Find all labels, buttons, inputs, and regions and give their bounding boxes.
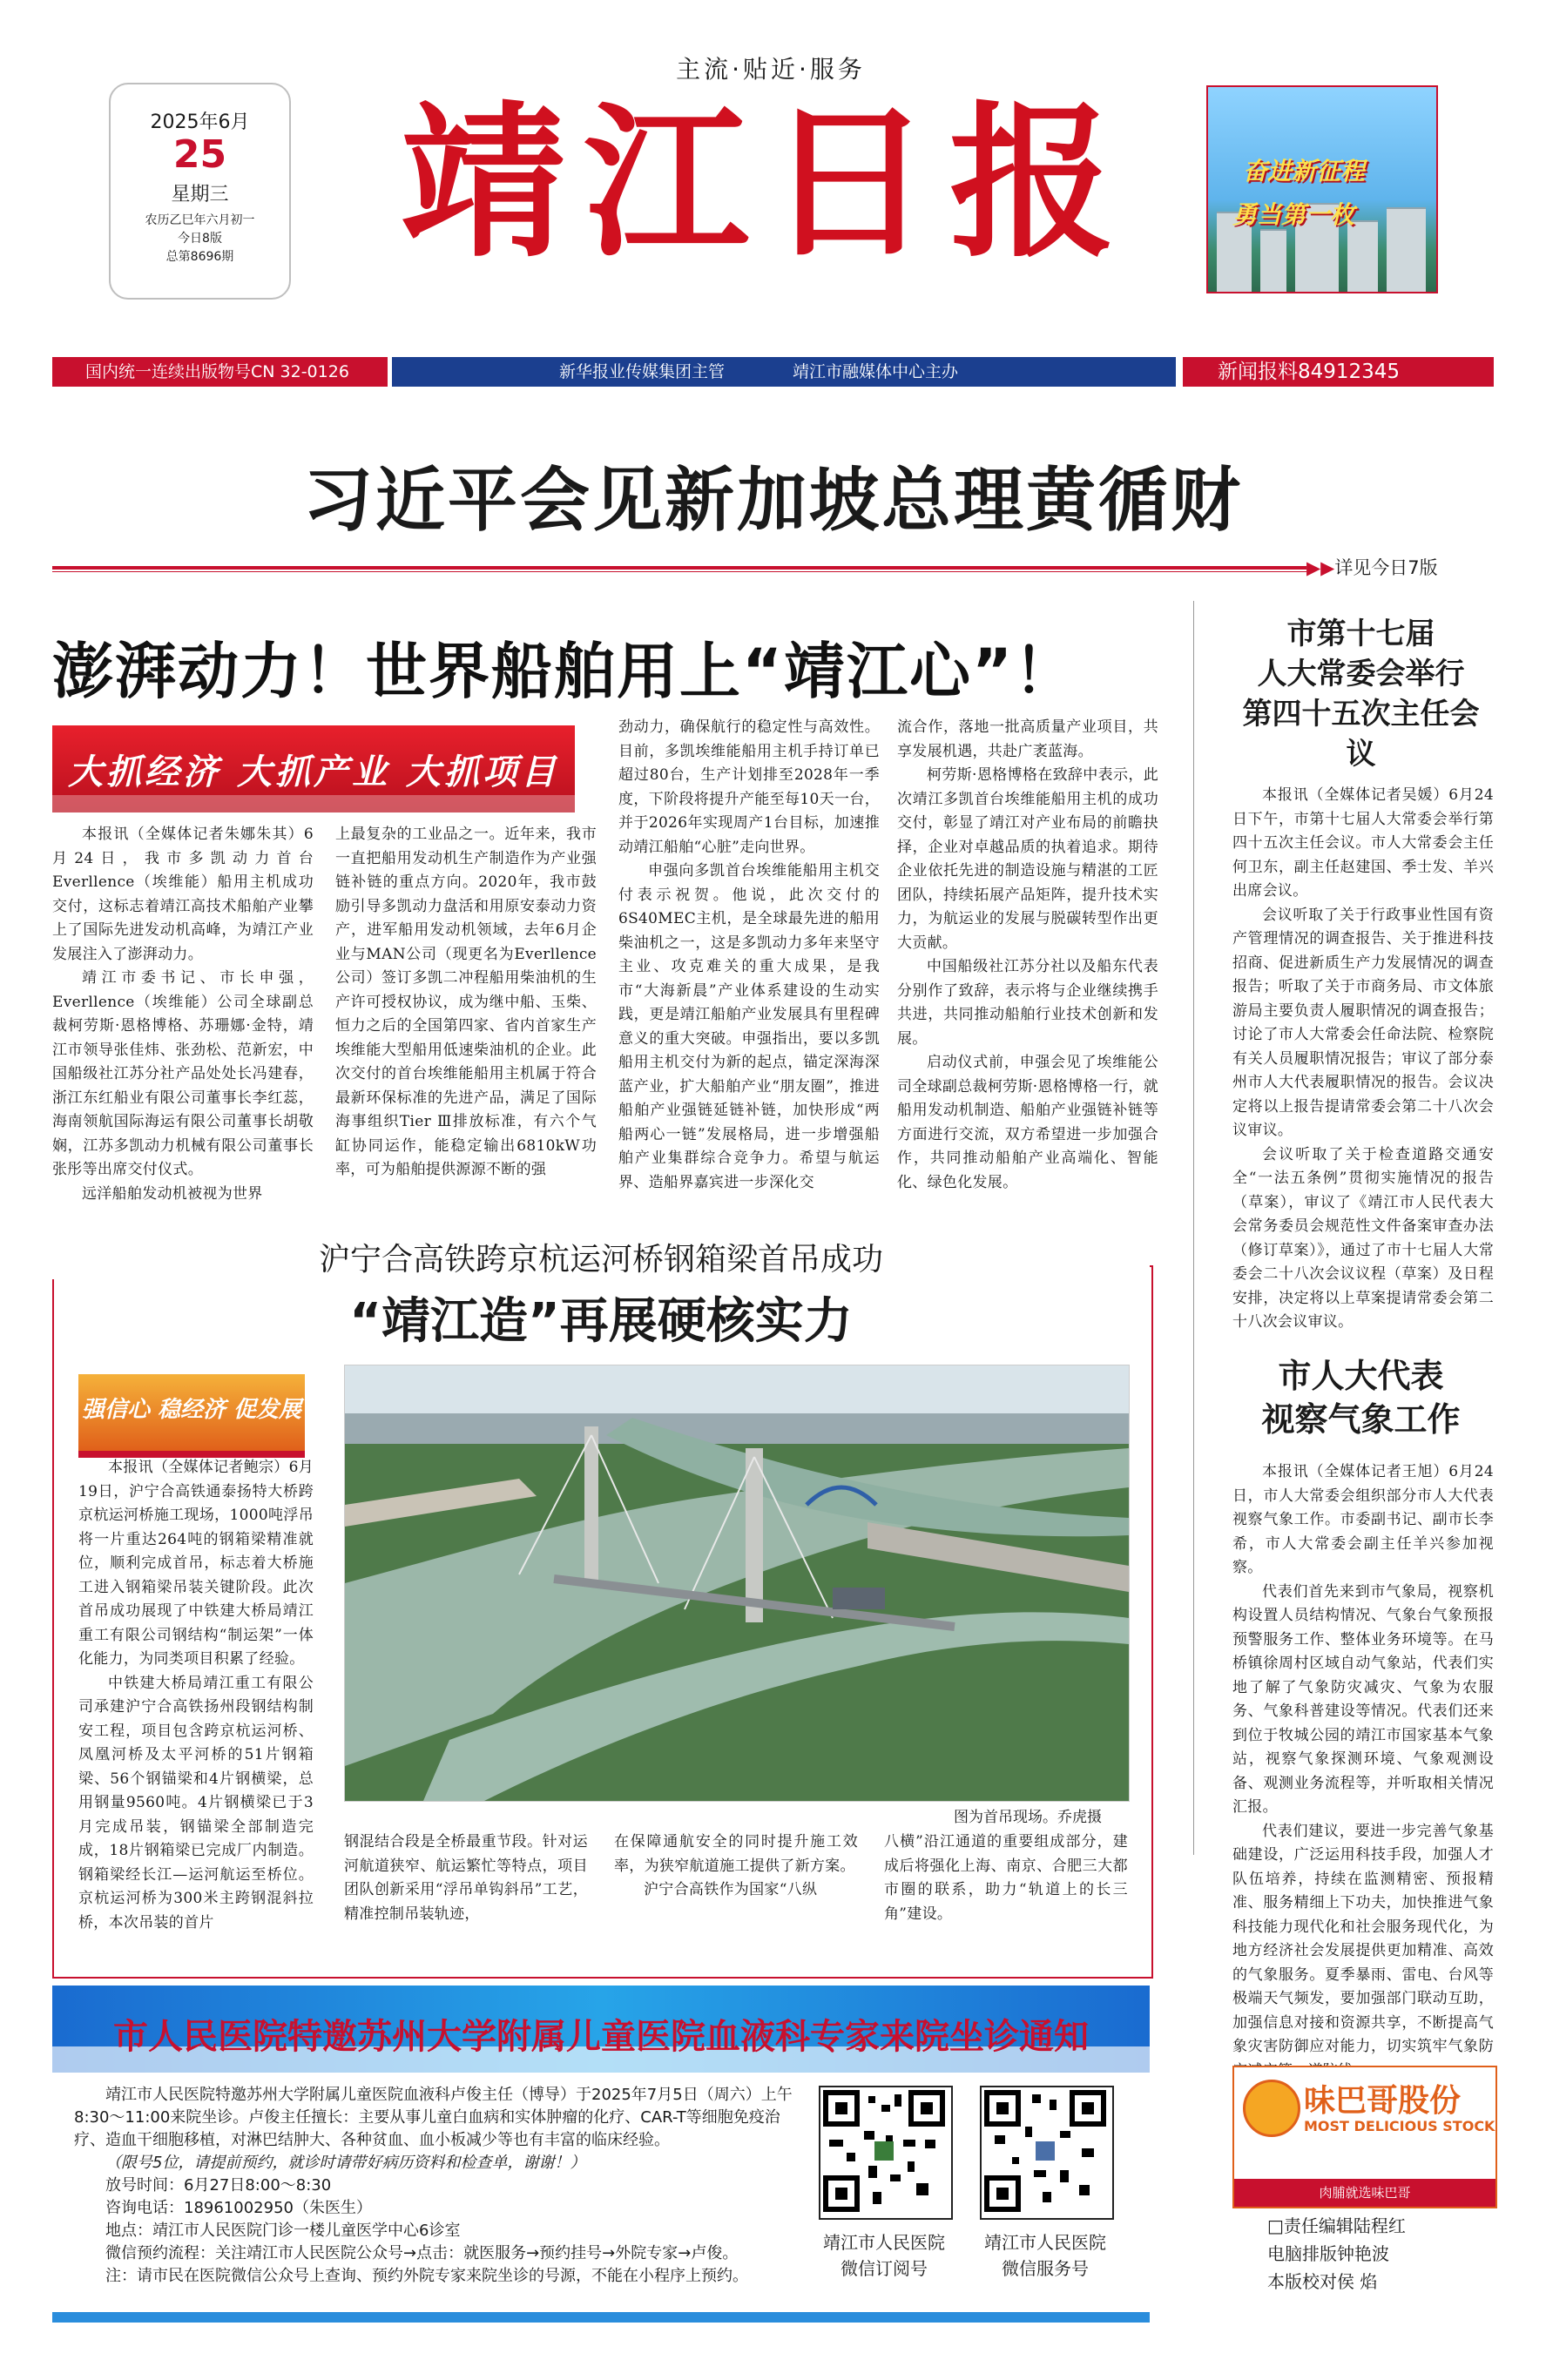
date-lunar: 农历乙巳年六月初一 [145,213,255,227]
paragraph: 会议听取了关于检查道路交通安全“一法五条例”贯彻实施情况的报告（草案），审议了《靖江市人民代表大会常务委员会规范性文件备案审查办法（修订草案）》，通过了市十七届人大常委会二十八次会议议程（草案）及日程安排，决定将以上草案提请常委会第二十八次会议审议。 [1232,1145,1494,1331]
title-line: 市第十七届 [1286,617,1435,651]
lead-column-3 [618,716,880,1195]
see-page-text: 详见今日7版 [1334,557,1438,578]
paragraph: 在保障通航安全的同时提升施工效率，为狭窄航道施工提供了新方案。 [614,1833,858,1875]
brand-mascot-icon [1243,2080,1300,2137]
publisher-bar [392,357,1176,387]
right-story-1-body [1232,784,1494,1335]
building-shape [1387,207,1426,292]
campaign-banner-2 [78,1374,305,1458]
brand-english: MOST DELICIOUS STOCK [1304,2118,1495,2134]
skyline-decoration [52,795,575,812]
bridge-column-4 [884,1831,1128,1926]
paragraph: 沪宁合高铁作为国家“八纵 [644,1881,818,1898]
label-line: 微信服务号 [1002,2258,1089,2279]
title-line: 市人大代表 [1278,1357,1444,1395]
hospital-ad-banner [52,1986,1150,2073]
promo-image [1206,85,1438,293]
qr-code-icon [820,2087,948,2215]
bridge-column-3 [614,1831,858,1903]
subtitle-text: 沪宁合高铁跨京杭运河桥钢箱梁首吊成功 [310,1242,892,1278]
right-story-2-title[interactable] [1228,1354,1494,1441]
qr2-label [962,2229,1128,2282]
paragraph: 八横”沿江通道的重要组成部分，建成后将强化上海、南京、合肥三大都市圈的联系，助力“轨道上的长三角”建设。 [884,1833,1128,1923]
credit-line: 本版校对侯 焰 [1267,2271,1378,2292]
paragraph: 本报讯（全媒体记者王旭）6月24日，市人大常委会组织部分市人大代表视察气象工作。市委副书记、副市长李希，市人大常委会副主任羊兴参加视察。 [1232,1463,1494,1576]
brand-name: 味巴哥股份 [1304,2083,1462,2119]
cn-number-bar: 国内统一连续出版物号CN 32-0126 [52,357,388,387]
credit-line: 电脑排版钟艳波 [1267,2243,1389,2264]
ad-line: 放号时间：6月27日8:00～8:30 [105,2176,332,2195]
main-headline[interactable]: 习近平会见新加坡总理黄循财 [303,460,1243,541]
paragraph: 中国船级社江苏分社以及船东代表分别作了致辞，表示将与企业继续携手共进，共同推动船舶行业技术创新和发展。 [897,958,1158,1048]
headline-rule [52,566,1306,570]
paragraph: 启动仪式前，申强会见了埃维能公司全球副总裁柯劳斯·恩格博格一行，就船用发动机制造、船舶产业强链补链等方面进行交流，双方希望进一步加强合作，共同推动船舶产业高端化、智能化、绿色化发展。 [897,1054,1158,1191]
ad-line: 微信预约流程：关注靖江市人民医院公众号→点击：就医服务→预约挂号→外院专家→卢俊。 [105,2244,739,2262]
paragraph: 上最复杂的工业品之一。近年来，我市一直把船用发动机生产制造作为产业强链补链的重点方向。2020年，我市鼓励引导多凯动力盘活和用原安泰动力资产，进军船用发动机领域，去年6月企业与MAN公司（现更名为Everllence公司）签订多凯二冲程船用柴油机的生产许可授权协议，成为继中船、玉柴、恒力之后的全国第四家、省内首家生产埃维能大型船用低速柴油机的企业。此次交付的首台埃维能船用主机属于符合最新环保标准的先进产品，满足了国际海事组织Tier Ⅲ排放标准，有六个气缸协同运作，能稳定输出6810kW功率，可为船舶提供源源不断的强 [335,826,597,1178]
title-line: 视察气象工作 [1261,1400,1461,1439]
ad-bottom-stripe [52,2312,1150,2323]
qr1-label [801,2229,967,2282]
lead-column-1 [52,823,314,1206]
date-box [109,83,291,300]
paragraph: 代表们首先来到市气象局，视察机构设置人员结构情况、气象台气象预报预警服务工作、整体业务环境等。在马桥镇徐周村区域自动气象站，代表们实地了解了气象防灾减灾、气象为农服务、气象科普建设等情况。代表们还来到位于牧城公园的靖江市国家基本气象站，视察气象探测环境、气象观测设备、观测业务流程等，并听取相关情况汇报。 [1232,1582,1494,1816]
promo-line-1: 奋进新征程 [1243,157,1366,185]
ad-intro: 靖江市人民医院特邀苏州大学附属儿童医院血液科卢俊主任（博导）于2025年7月5日（周六）上午8:30～11:00来院坐诊。卢俊主任擅长：主要从事儿童白血病和实体肿瘤的化疗、CAR-T等细胞免疫治疗、造血干细胞移植，对淋巴结肿大、各种贫血、血小板减少等也有丰富的临床经验。 [74,2086,793,2149]
date-pages: 今日8版 [178,232,222,246]
paragraph: 本报讯（全媒体记者鲍宗）6月19日，沪宁合高铁通泰扬特大桥跨京杭运河桥施工现场，1000吨浮吊将一片重达264吨的钢箱梁精准就位，顺利完成首吊，标志着大桥施工进入钢箱梁吊装关键阶段。此次首吊成功展现了中铁建大桥局靖江重工有限公司钢结构“制运架”一体化能力，为同类项目积累了经验。 [78,1459,314,1668]
headline-rule-thin [52,571,1306,572]
paragraph: 流合作，落地一批高质量产业项目，共享发展机遇，共赴广袤蓝海。 [897,718,1158,760]
title-line: 人大常委会举行 [1257,657,1465,691]
credit-line: □责任编辑陆程红 [1267,2215,1406,2236]
paragraph: 本报讯（全媒体记者朱娜朱其）6月24日，我市多凯动力首台Everllence（埃维能）船用主机成功交付，这标志着靖江高技术船舶产业攀上了国际先进发动机高峰，为靖江产业发展注入了澎湃动力。 [52,826,314,963]
paragraph: 远洋船舶发动机被视为世界 [82,1184,263,1203]
bridge-story-title[interactable]: “靖江造”再展硬核实力 [349,1293,853,1350]
bridge-column-1 [78,1456,314,1935]
date-day: 25 [172,132,227,177]
label-line: 微信订阅号 [841,2258,928,2279]
masthead-slogan: 主流·贴近·服务 [676,55,866,84]
lead-story-title[interactable]: 澎湃动力！世界船舶用上“靖江心”！ [52,636,1077,707]
building-shape [1260,229,1286,292]
label-line: 靖江市人民医院 [984,2232,1106,2253]
hotline-bar: 新闻报料84912345 [1183,357,1494,387]
hospital-ad-text [74,2084,797,2288]
editor-credits [1267,2212,1494,2296]
date-issue: 总第8696期 [165,250,234,264]
double-arrow-icon: ▶▶ [1306,557,1335,578]
campaign-text: 强信心 稳经济 促发展 [81,1397,302,1423]
lead-column-4 [897,716,1158,1195]
paragraph: 劲动力，确保航行的稳定性与高效性。目前，多凯埃维能船用主机手持订单已超过80台，生产计划排至2028年一季度，下阶段将提升产能至每10天一台，并于2026年实现周产1台目标，加速推动靖江船舶“心脏”走向世界。 [618,718,880,856]
paragraph: 代表们建议，要进一步完善气象基础建设，广泛运用科技手段，加强人才队伍培养，持续在监测精密、预报精准、服务精细上下功夫，加快推进气象科技能力现代化和社会服务现代化，为地方经济社会发展提供更加精准、高效的气象服务。夏季暴雨、雷电、台风等极端天气频发，要加强部门联动互助，加强信息对接和资源共享，不断提高气象灾害防御应对能力，切实筑牢气象防 [1232,1822,1494,2055]
bridge-photo[interactable] [344,1365,1130,1802]
paragraph: 中铁建大桥局靖江重工有限公司承建沪宁合高铁扬州段钢结构制安工程，项目包含跨京杭运河桥、凤凰河桥及太平河桥的51片钢箱梁、56个钢锚梁和4片钢横梁，总用钢量9560吨。4片钢横梁已于3月完成吊装，钢锚梁全部制造完成，18片钢箱梁已完成厂内制造。钢箱梁经长江—运河航运至桥位。京杭运河桥为300米主跨钢混斜拉桥，本次吊装的首片 [78,1674,314,1932]
paragraph: 申强向多凯首台埃维能船用主机交付表示祝贺。他说，此次交付的6S40MEC主机，是全球最先进的船用柴油机之一，这是多凯动力多年来坚守主业、攻克难关的重大成果，是我市“大海新晨”产业体系建设的生动实践，更是靖江船舶产业发展具有里程碑意义的重大突破。申强指出，要以多凯船用主机交付为新的起点，锚定深海深蓝产业，扩大船舶产业“朋友圈”，推进船舶产业强链延链补链，加快形成“两船两心一链”发展格局，进一步增强船舶产业集群综合竞争力。希望与航运界、造船界嘉宾进一步深化交 [618,862,880,1191]
date-weekday: 星期三 [171,184,229,206]
paragraph: 会议听取了关于行政事业性国有资产管理情况的调查报告、关于推进科技招商、促进新质生产力发展情况的调查报告；听取了关于市商务局、市文体旅游局主要负责人履职情况的调查报告；讨论了市人大常委会任命法院、检察院有关人员履职情况报告；审议了部分泰州市人大代表履职情况的报告。会议决定将以上报告提请常委会第二十八次会议审议。 [1232,906,1494,1139]
bridge-photo-illustration [345,1365,1129,1801]
paragraph: 本报讯（全媒体记者吴媛）6月24日下午，市第十七届人大常委会举行第四十五次主任会议。市人大常委会主任何卫东，副主任赵建国、季士发、羊兴出席会议。 [1232,786,1494,900]
qr-code-subscription[interactable] [819,2086,953,2220]
column-divider [1193,601,1194,1855]
bridge-column-2 [344,1831,588,1926]
supervisor-text: 新华报业传媒集团主管 [559,362,726,381]
campaign-banner [52,725,575,812]
right-story-1-title[interactable] [1228,614,1494,774]
ad-line: 注：请市民在医院微信公众号上查询、预约外院专家来院坐诊的号源，不能在小程序上预约。 [105,2267,748,2285]
paragraph: 钢混结合段是全桥最重节段。针对运河航道狭窄、航运繁忙等特点，项目团队创新采用“浮吊单钩斜吊”工艺，精准控制吊装轨迹， [344,1833,588,1923]
lead-column-2 [335,823,597,1183]
paragraph: 柯劳斯·恩格博格在致辞中表示，此次靖江多凯首台埃维能船用主机的成功交付，彰显了靖江对产业布局的前瞻抉择，企业对卓越品质的执着追求。期待企业依托先进的制造设施与精湛的工匠团队，持续拓展产品矩阵，提升技术实力，为航运业的发展与脱碳转型作出更大贡献。 [897,766,1158,952]
ad-line: 咨询电话：18961002950（朱医生） [105,2199,372,2217]
paragraph: 靖江市委书记、市长申强，Everllence（埃维能）公司全球副总裁柯劳斯·恩格博格、苏珊娜·金特，靖江市领导张佳炜、张劲松、范新宏，中国船级社江苏分社产品处处长冯建春，浙江东红船业有限公司董事长李红蕊，海南领航国际海运有限公司董事长胡敬娴，江苏多凯动力机械有限公司董事长张彤等出席交付仪式。 [52,969,314,1178]
promo-line-2: 勇当第一枚 [1232,200,1355,229]
ad-line: 地点：靖江市人民医院门诊一楼儿童医学中心6诊室 [105,2222,461,2240]
hospital-ad-title: 市人民医院特邀苏州大学附属儿童医院血液科专家来院坐诊通知 [113,2017,1089,2057]
date-month: 2025年6月 [150,111,250,133]
see-page-link[interactable] [1306,554,1438,580]
brand-ad[interactable] [1232,2066,1497,2208]
title-line: 第四十五次主任会议 [1242,697,1480,772]
bridge-story-subtitle [52,1235,1150,1279]
sponsor-text: 靖江市融媒体中心主办 [793,362,959,381]
ad-note: （限号5位，请提前预约，就诊时请带好病历资料和检查单，谢谢！） [105,2154,586,2172]
photo-caption: 图为首吊现场。乔虎摄 [954,1809,1102,1826]
qr-code-icon [982,2087,1109,2215]
right-story-2-body [1232,1460,1494,2083]
qr-code-service[interactable] [980,2086,1114,2220]
building-shape [1347,220,1378,292]
masthead-title: 靖江日报 [400,85,1132,280]
brand-tagline: 肉脯就选味巴哥 [1234,2179,1495,2207]
campaign-text: 大抓经济 大抓产业 大抓项目 [68,752,559,792]
label-line: 靖江市人民医院 [823,2232,945,2253]
